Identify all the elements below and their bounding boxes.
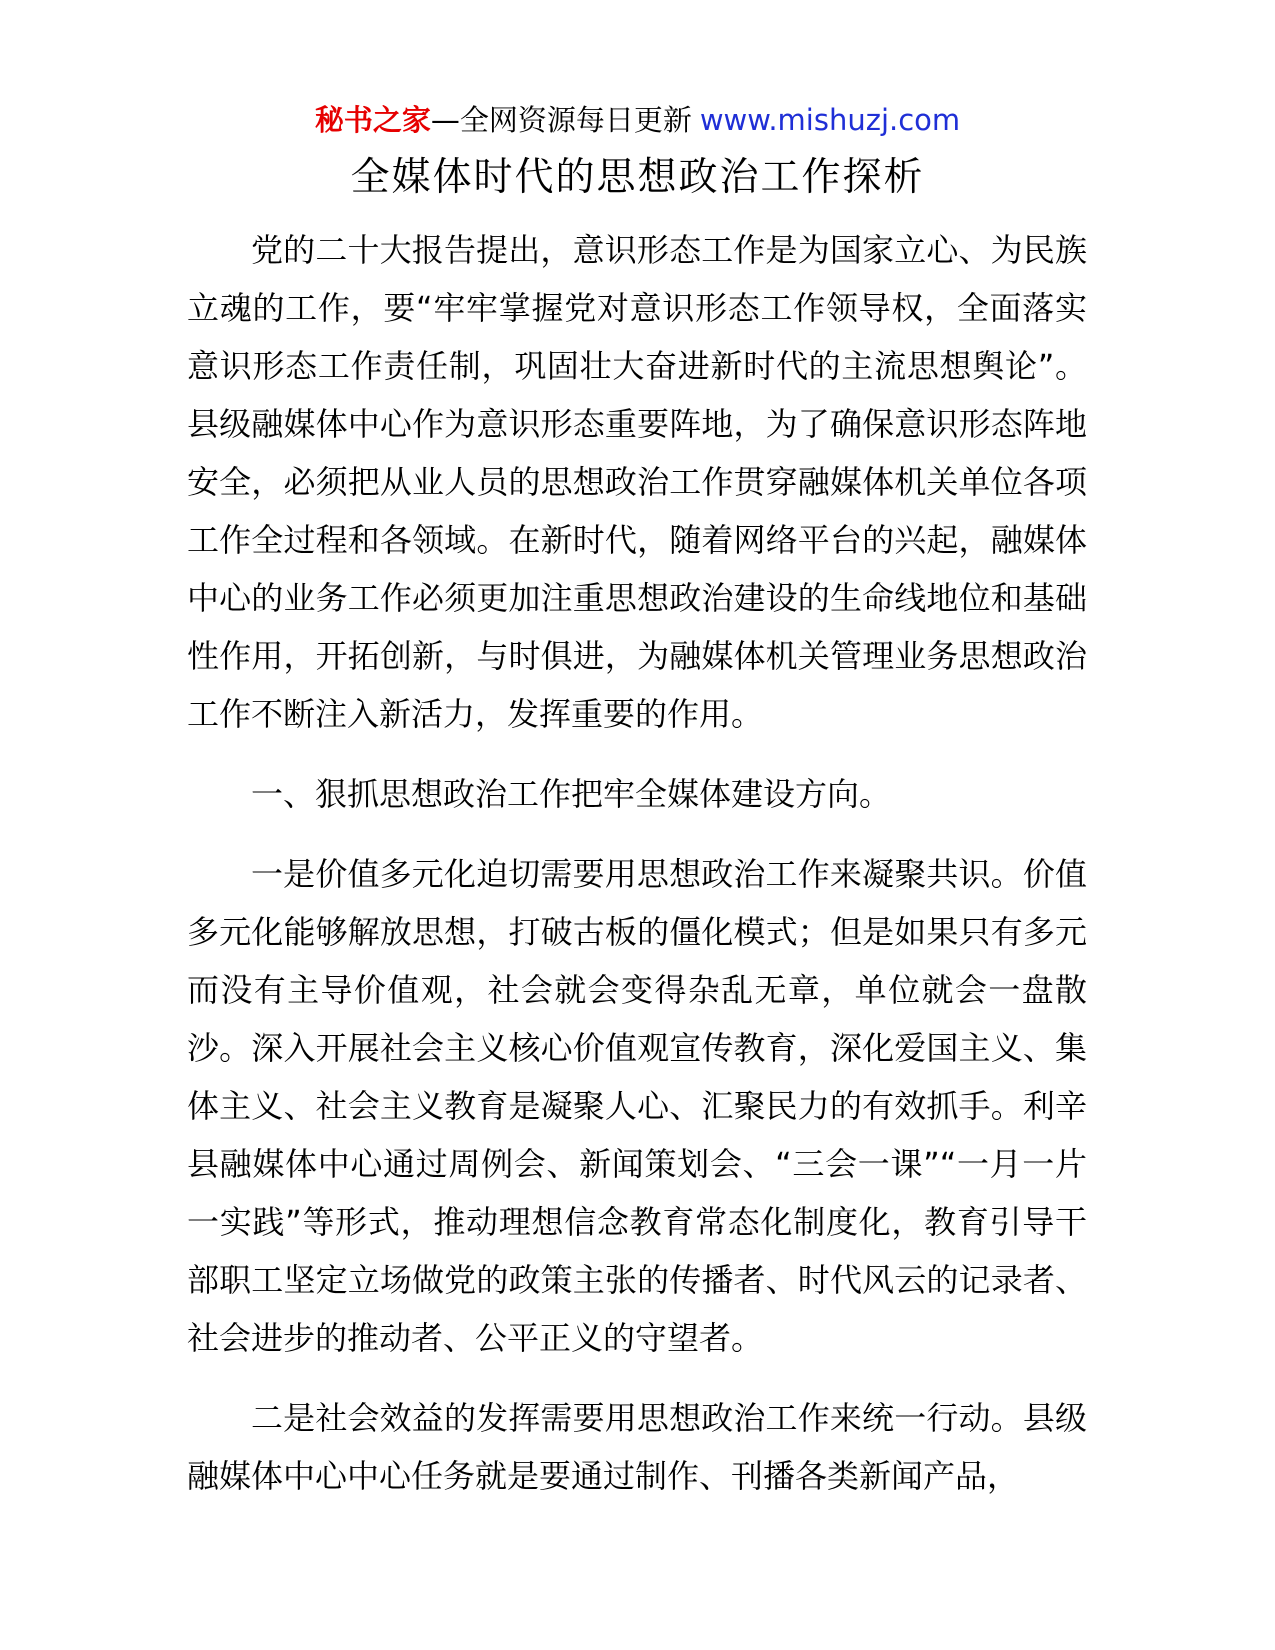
- site-url-link[interactable]: www.mishuzj.com: [699, 103, 961, 137]
- paragraph-point-one: 一是价值多元化迫切需要用思想政治工作来凝聚共识。价值多元化能够解放思想，打破古板的僵化模式；但是如果只有多元而没有主导价值观，社会就会变得杂乱无章，单位就会一盘散沙。深入开展社会主义核心价值观宣传教育，深化爱国主义、集体主义、社会主义教育是凝聚人心、汇聚民力的有效抓手。利辛县融媒体中心通过周例会、新闻策划会、“三会一课”“一月一片一实践”等形式，推动理想信念教育常态化制度化，教育引导干部职工坚定立场做党的政策主张的传播者、时代风云的记录者、社会进步的推动者、公平正义的守望者。: [187, 855, 1087, 1357]
- paragraph-intro: 党的二十大报告提出，意识形态工作是为国家立心、为民族立魂的工作，要“牢牢掌握党对意识形态工作领导权，全面落实意识形态工作责任制，巩固壮大奋进新时代的主流思想舆论”。县级融媒体中心作为意识形态重要阵地，为了确保意识形态阵地安全，必须把从业人员的思想政治工作贯穿融媒体机关单位各项工作全过程和各领域。在新时代，随着网络平台的兴起，融媒体中心的业务工作必须更加注重思想政治建设的生命线地位和基础性作用，开拓创新，与时俱进，为融媒体机关管理业务思想政治工作不断注入新活力，发挥重要的作用。: [187, 231, 1087, 733]
- header-tagline: —全网资源每日更新: [430, 103, 692, 137]
- document-body: [187, 221, 1087, 1527]
- document-title: 全媒体时代的思想政治工作探析: [350, 155, 925, 200]
- brand-name: 秘书之家: [314, 103, 431, 137]
- paragraph-point-two: 二是社会效益的发挥需要用思想政治工作来统一行动。县级融媒体中心中心任务就是要通过制作、刊播各类新闻产品，: [187, 1399, 1087, 1495]
- site-header: [0, 100, 1275, 140]
- section-heading: 一、狠抓思想政治工作把牢全媒体建设方向。: [251, 775, 892, 813]
